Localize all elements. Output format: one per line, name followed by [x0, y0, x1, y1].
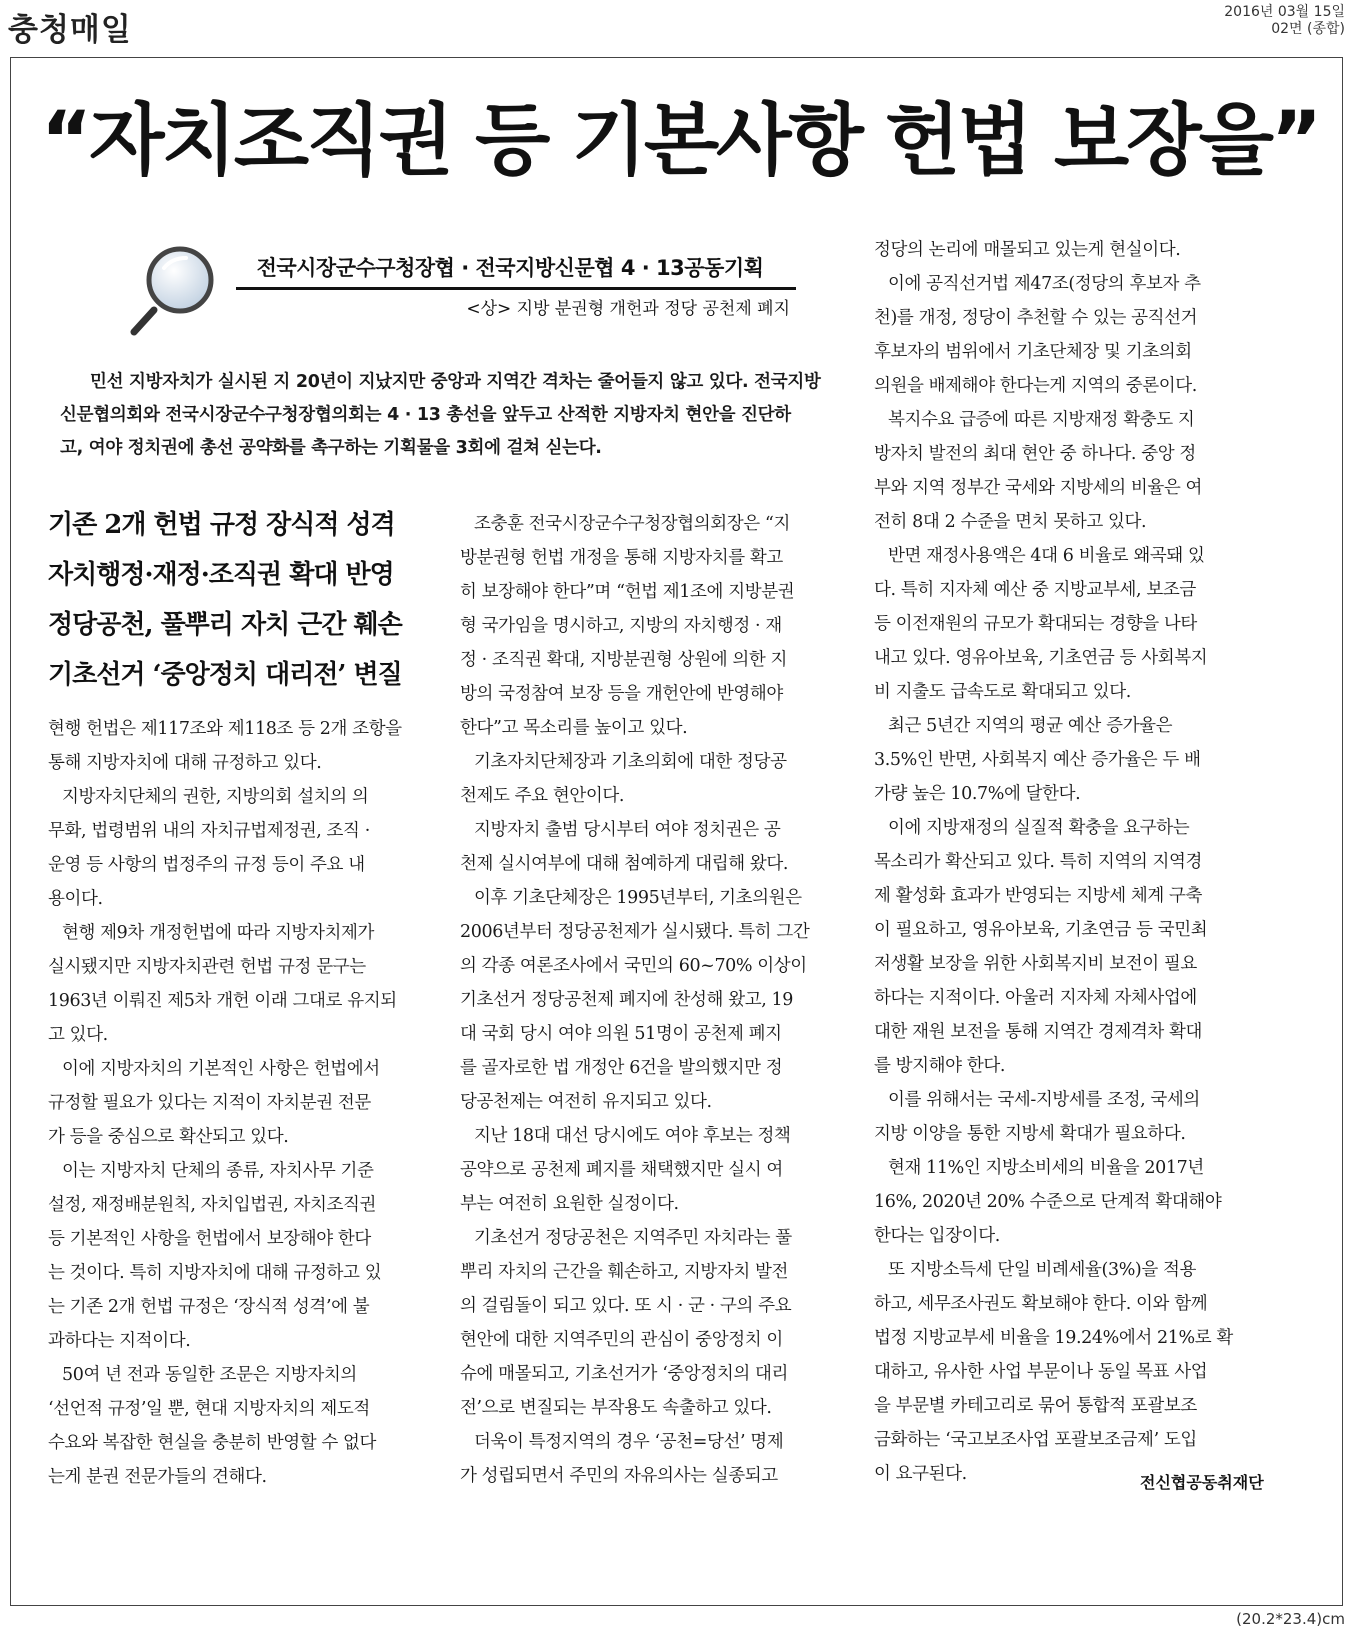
body-line: 2006년부터 정당공천제가 실시됐다. 특히 그간 — [460, 922, 810, 942]
body-line: 부와 지역 정부간 국세와 지방세의 비율은 여 — [874, 478, 1203, 498]
body-line: 현행 헌법은 제117조와 제118조 등 2개 조항을 — [48, 719, 402, 739]
issue-date: 2016년 03월 15일 — [1224, 4, 1345, 20]
body-line: 이에 공직선거법 제47조(정당의 후보자 추 — [888, 274, 1201, 294]
body-line: 설정, 재정배분원칙, 자치입법권, 자치조직권 — [48, 1195, 377, 1215]
body-line: 를 골자로한 법 개정안 6건을 발의했지만 정 — [460, 1058, 783, 1078]
series-rule — [236, 287, 796, 290]
body-line: 실시됐지만 지방자치관련 헌법 규정 문구는 — [48, 957, 366, 977]
body-line: 정당의 논리에 매몰되고 있는게 현실이다. — [874, 240, 1181, 260]
body-column-1 — [48, 712, 436, 1494]
body-line: 운영 등 사항의 법정주의 규정 등이 주요 내 — [48, 855, 365, 875]
lead-paragraph — [60, 366, 830, 465]
body-line: 당공천제는 여전히 유지되고 있다. — [460, 1092, 712, 1112]
body-line: 가 성립되면서 주민의 자유의사는 실종되고 — [460, 1466, 778, 1486]
body-line: 50여 년 전과 동일한 조문은 지방자치의 — [62, 1365, 357, 1385]
body-line: 슈에 매몰되고, 기초선거가 ‘중앙정치의 대리 — [460, 1364, 789, 1384]
masthead-logo: 충청매일 — [8, 12, 132, 48]
subheads — [48, 500, 428, 700]
body-line: 비 지출도 급속도로 확대되고 있다. — [874, 682, 1131, 702]
body-line: 가 등을 중심으로 확산되고 있다. — [48, 1127, 289, 1147]
body-line: 용이다. — [48, 889, 103, 909]
subhead: 기존 2개 헌법 규정 장식적 성격 — [48, 510, 395, 540]
body-line: 저생활 보장을 위한 사회복지비 보전이 필요 — [874, 954, 1197, 974]
series-title: 전국시장군수구청장협 · 전국지방신문협 4 · 13공동기획 — [256, 256, 764, 280]
body-line: 하고, 세무조사권도 확보해야 한다. 이와 함께 — [874, 1294, 1208, 1314]
body-line: 대한 재원 보전을 통해 지역간 경제격차 확대 — [874, 1022, 1203, 1042]
body-line: 복지수요 급증에 따른 지방재정 확충도 지 — [888, 410, 1195, 430]
body-line: 뿌리 자치의 근간을 훼손하고, 지방자치 발전 — [460, 1262, 789, 1282]
headline: “자치조직권 등 기본사항 헌법 보장을” — [40, 96, 1320, 186]
subhead: 자치행정·재정·조직권 확대 반영 — [48, 560, 394, 590]
body-line: 이에 지방자치의 기본적인 사항은 헌법에서 — [62, 1059, 380, 1079]
body-line: 천제 실시여부에 대해 첨예하게 대립해 왔다. — [460, 854, 789, 874]
body-line: 는 것이다. 특히 지방자치에 대해 규정하고 있 — [48, 1263, 382, 1283]
body-line: 이에 지방재정의 실질적 확충을 요구하는 — [888, 818, 1190, 838]
series-subtitle: <상> 지방 분권형 개헌과 정당 공천제 폐지 — [466, 299, 790, 319]
body-line: 조충훈 전국시장군수구청장협의회장은 “지 — [474, 514, 790, 534]
body-line: 3.5%인 반면, 사회복지 예산 증가율은 두 배 — [874, 750, 1201, 770]
magnifier-icon — [128, 238, 228, 338]
body-line: 과하다는 지적이다. — [48, 1331, 191, 1351]
body-line: 현안에 대한 지역주민의 관심이 중앙정치 이 — [460, 1330, 783, 1350]
body-line: 한다는 입장이다. — [874, 1226, 1000, 1246]
body-line: 의 걸림돌이 되고 있다. 또 시 · 군 · 구의 주요 — [460, 1296, 792, 1316]
body-line: 을 부문별 카테고리로 묶어 통합적 포괄보조 — [874, 1396, 1197, 1416]
body-line: 지방자치 출범 당시부터 여야 정치권은 공 — [474, 820, 781, 840]
subhead: 기초선거 ‘중앙정치 대리전’ 변질 — [48, 660, 402, 690]
body-line: 의 각종 여론조사에서 국민의 60~70% 이상이 — [460, 956, 807, 976]
body-line: 형 국가임을 명시하고, 지방의 자치행정 · 재 — [460, 616, 782, 636]
body-line: 방분권형 헌법 개정을 통해 지방자치를 확고 — [460, 548, 783, 568]
body-line: 이 필요하고, 영유아보육, 기초연금 등 국민최 — [874, 920, 1208, 940]
body-line: 기초자치단체장과 기초의회에 대한 정당공 — [474, 752, 787, 772]
body-line: 이 요구된다. — [874, 1464, 967, 1484]
body-line: 전’으로 변질되는 부작용도 속출하고 있다. — [460, 1398, 772, 1418]
body-line: ‘선언적 규정’일 뿐, 현대 지방자치의 제도적 — [48, 1399, 370, 1419]
body-line: 는 기존 2개 헌법 규정은 ‘장식적 성격’에 불 — [48, 1297, 370, 1317]
body-line: 현행 제9차 개정헌법에 따라 지방자치제가 — [62, 923, 374, 943]
body-line: 기초선거 정당공천제 폐지에 찬성해 왔고, 19 — [460, 990, 794, 1010]
body-line: 이는 지방자치 단체의 종류, 자치사무 기준 — [62, 1161, 374, 1181]
body-line: 또 지방소득세 단일 비례세율(3%)을 적용 — [888, 1260, 1197, 1280]
body-line: 현재 11%인 지방소비세의 비율을 2017년 — [888, 1158, 1204, 1178]
body-line: 지난 18대 대선 당시에도 여야 후보는 정책 — [474, 1126, 791, 1146]
body-line: 법정 지방교부세 비율을 19.24%에서 21%로 확 — [874, 1328, 1233, 1348]
body-line: 후보자의 범위에서 기초단체장 및 기초의회 — [874, 342, 1192, 362]
lead-line: 신문협의회와 전국시장군수구청장협의회는 4 · 13 총선을 앞두고 산적한 지방자치 현안을 진단하 — [60, 405, 791, 425]
body-line: 의원을 배제해야 한다는게 지역의 중론이다. — [874, 376, 1197, 396]
body-line: 정 · 조직권 확대, 지방분권형 상원에 의한 지 — [460, 650, 788, 670]
body-line: 무화, 법령범위 내의 자치규법제정권, 조직 · — [48, 821, 370, 841]
lead-line: 민선 지방자치가 실시된 지 20년이 지났지만 중앙과 지역간 격차는 줄어들지 않고 있다. 전국지방 — [90, 372, 821, 392]
body-line: 1963년 이뤄진 제5차 개헌 이래 그대로 유지되 — [48, 991, 397, 1011]
body-line: 다. 특히 지자체 예산 중 지방교부세, 보조금 — [874, 580, 1196, 600]
body-line: 등 기본적인 사항을 헌법에서 보장해야 한다 — [48, 1229, 371, 1249]
body-line: 규정할 필요가 있다는 지적이 자치분권 전문 — [48, 1093, 371, 1113]
body-line: 를 방지해야 한다. — [874, 1056, 1006, 1076]
body-line: 천제도 주요 현안이다. — [460, 786, 625, 806]
body-line: 등 이전재원의 규모가 확대되는 경향을 나타 — [874, 614, 1197, 634]
body-line: 고 있다. — [48, 1025, 108, 1045]
body-line: 수요와 복잡한 현실을 충분히 반영할 수 없다 — [48, 1433, 377, 1453]
byline: 전신협공동취재단 — [1140, 1473, 1264, 1492]
body-line: 16%, 2020년 20% 수준으로 단계적 확대해야 — [874, 1192, 1222, 1212]
subhead: 정당공천, 풀뿌리 자치 근간 훼손 — [48, 610, 402, 640]
body-line: 천)를 개정, 정당이 추천할 수 있는 공직선거 — [874, 308, 1198, 328]
body-line: 기초선거 정당공천은 지역주민 자치라는 풀 — [474, 1228, 792, 1248]
body-column-2 — [460, 507, 848, 1493]
body-line: 반면 재정사용액은 4대 6 비율로 왜곡돼 있 — [888, 546, 1205, 566]
issue-info — [1224, 4, 1345, 38]
body-line: 방의 국정참여 보장 등을 개헌안에 반영해야 — [460, 684, 783, 704]
body-line: 전히 8대 2 수준을 면치 못하고 있다. — [874, 512, 1147, 532]
body-line: 제 활성화 효과가 반영되는 지방세 체계 구축 — [874, 886, 1203, 906]
body-line: 금화하는 ‘국고보조사업 포괄보조금제’ 도입 — [874, 1430, 1197, 1450]
body-line: 목소리가 확산되고 있다. 특히 지역의 지역경 — [874, 852, 1203, 872]
body-line: 는게 분권 전문가들의 견해다. — [48, 1467, 267, 1487]
body-line: 지방 이양을 통한 지방세 확대가 필요하다. — [874, 1124, 1186, 1144]
body-column-3 — [874, 233, 1264, 1491]
body-line: 이후 기초단체장은 1995년부터, 기초의원은 — [474, 888, 802, 908]
body-line: 방자치 발전의 최대 현안 중 하나다. 중앙 정 — [874, 444, 1196, 464]
body-line: 대하고, 유사한 사업 부문이나 동일 목표 사업 — [874, 1362, 1208, 1382]
body-line: 최근 5년간 지역의 평균 예산 증가율은 — [888, 716, 1173, 736]
body-line: 가량 높은 10.7%에 달한다. — [874, 784, 1081, 804]
body-line: 내고 있다. 영유아보육, 기초연금 등 사회복지 — [874, 648, 1208, 668]
body-line: 더욱이 특정지역의 경우 ‘공천=당선’ 명제 — [474, 1432, 784, 1452]
body-line: 히 보장해야 한다”며 “헌법 제1조에 지방분권 — [460, 582, 795, 602]
body-line: 지방자치단체의 권한, 지방의회 설치의 의 — [62, 787, 369, 807]
issue-page: 02면 (종합) — [1271, 21, 1345, 37]
body-line: 이를 위해서는 국세-지방세를 조정, 국세의 — [888, 1090, 1200, 1110]
body-line: 대 국회 당시 여야 의원 51명이 공천제 폐지 — [460, 1024, 782, 1044]
size-note: (20.2*23.4)cm — [1236, 1610, 1345, 1628]
body-line: 통해 지방자치에 대해 규정하고 있다. — [48, 753, 322, 773]
body-line: 공약으로 공천제 폐지를 채택했지만 실시 여 — [460, 1160, 783, 1180]
body-line: 하다는 지적이다. 아울러 지자체 자체사업에 — [874, 988, 1197, 1008]
body-line: 한다”고 목소리를 높이고 있다. — [460, 718, 688, 738]
body-line: 부는 여전히 요원한 실정이다. — [460, 1194, 679, 1214]
lead-line: 고, 여야 정치권에 총선 공약화를 촉구하는 기획물을 3회에 걸쳐 싣는다. — [60, 438, 602, 458]
